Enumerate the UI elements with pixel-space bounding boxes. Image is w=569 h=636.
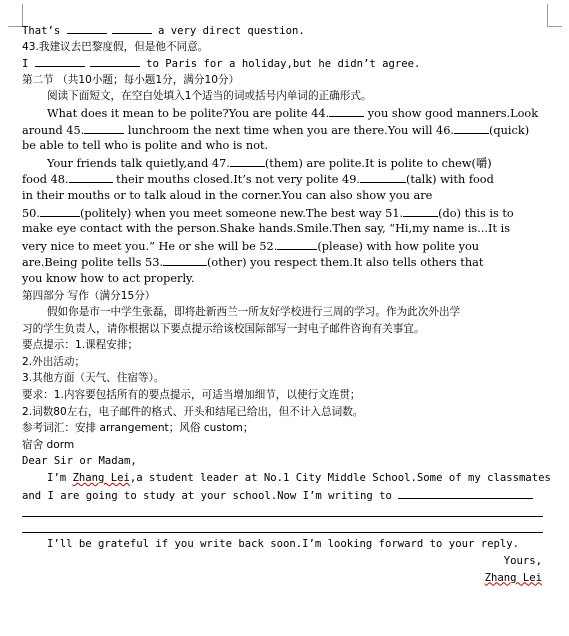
- passage-line: make eye contact with the person.Shake hands.Smile.Then say, “Hi,my name is...It is: [22, 222, 511, 236]
- blank-51: [403, 205, 438, 217]
- closing-line: I’ll be grateful if you write back soon.I’m looking forward to your reply.: [47, 538, 519, 551]
- blank-53: [163, 254, 207, 266]
- crop-mark-top-right: [547, 4, 562, 27]
- greeting: Dear Sir or Madam,: [22, 455, 137, 468]
- answer-blank: [35, 55, 85, 67]
- passage-line: What does it mean to be polite?You are polite 44. you show good manners.Look: [47, 106, 539, 120]
- answer-blank: [67, 22, 107, 34]
- letter-line: I’m Zhang Lei,a student leader at No.1 City Middle School.Some of my classmates: [47, 472, 551, 485]
- passage-line: you know how to act properly.: [22, 271, 195, 285]
- document-body: [22, 22, 551, 586]
- vocab-line: 参考词汇：安排 arrangement；风俗 custom；: [22, 422, 254, 435]
- section-heading: 第二节 （共10小题；每小题1分，满分10分）: [22, 73, 240, 86]
- blank-45: [84, 122, 124, 134]
- prompt-line: 要求：1.内容要包括所有的要点提示，可适当增加细节，以使行文连贯；: [22, 389, 361, 402]
- passage-line: Your friends talk quietly,and 47. (them) are polite.It is polite to chew(嚼): [47, 156, 492, 170]
- section-heading: 第四部分 写作（满分15分）: [22, 289, 156, 302]
- vocab-line: 宿舍 dorm: [22, 438, 75, 451]
- text-line: I to Paris for a holiday,but he didn’t agree.: [22, 55, 546, 72]
- passage-line: around 45. lunchroom the next time when you are there.You will 46. (quick): [22, 123, 530, 137]
- blank-49: [360, 171, 406, 183]
- passage-line: are.Being polite tells 53. (other) you respect them.It also tells others that: [22, 256, 484, 270]
- signature: Zhang Lei: [484, 571, 542, 584]
- crop-mark-top-left: [8, 4, 23, 27]
- answer-blank: [90, 55, 140, 67]
- letter-line: and I are going to study at your school.Now I’m writing to: [22, 487, 546, 504]
- prompt-line: 3.其他方面（天气、住宿等）。: [22, 372, 165, 385]
- sign-off: Yours,: [503, 555, 542, 567]
- blank-48: [69, 171, 113, 183]
- writing-blank: [398, 487, 533, 499]
- passage-line: be able to tell who is polite and who is not.: [22, 139, 269, 153]
- blank-44: [329, 105, 364, 117]
- writing-line: [22, 520, 546, 537]
- question-43: 43.我建议去巴黎度假，但是他不同意。: [22, 40, 209, 53]
- passage-line: in their mouths or to talk aloud in the corner.You can also show you are: [22, 188, 433, 202]
- instruction: 阅读下面短文，在空白处填入1个适当的词或括号内单词的正确形式。: [47, 90, 372, 103]
- passage-line: food 48. their mouths closed.It’s not very polite 49. (talk) with food: [22, 173, 494, 187]
- blank-47: [230, 155, 265, 167]
- passage-line: very nice to meet you.” He or she will be 52. (please) with how polite you: [22, 239, 480, 253]
- writing-line: [22, 503, 546, 520]
- prompt-line: 假如你是市一中学生张磊，即将赴新西兰一所友好学校进行三周的学习。作为此次外出学: [47, 306, 461, 319]
- text-line: That’s a very direct question.: [22, 22, 546, 39]
- blank-50: [40, 205, 80, 217]
- blank-52: [277, 238, 317, 250]
- blank-46: [454, 122, 489, 134]
- prompt-line: 2.外出活动；: [22, 355, 86, 368]
- prompt-line: 要点提示：1.课程安排；: [22, 339, 139, 352]
- prompt-line: 2.词数80左右，电子邮件的格式、开头和结尾已给出，但不计入总词数。: [22, 405, 364, 418]
- prompt-line: 习的学生负责人，请你根据以下要点提示给该校国际部写一封电子邮件咨询有关事宜。: [22, 322, 425, 335]
- answer-blank: [112, 22, 152, 34]
- passage-line: 50. (politely) when you meet someone new.The best way 51. (do) this is to: [22, 206, 514, 220]
